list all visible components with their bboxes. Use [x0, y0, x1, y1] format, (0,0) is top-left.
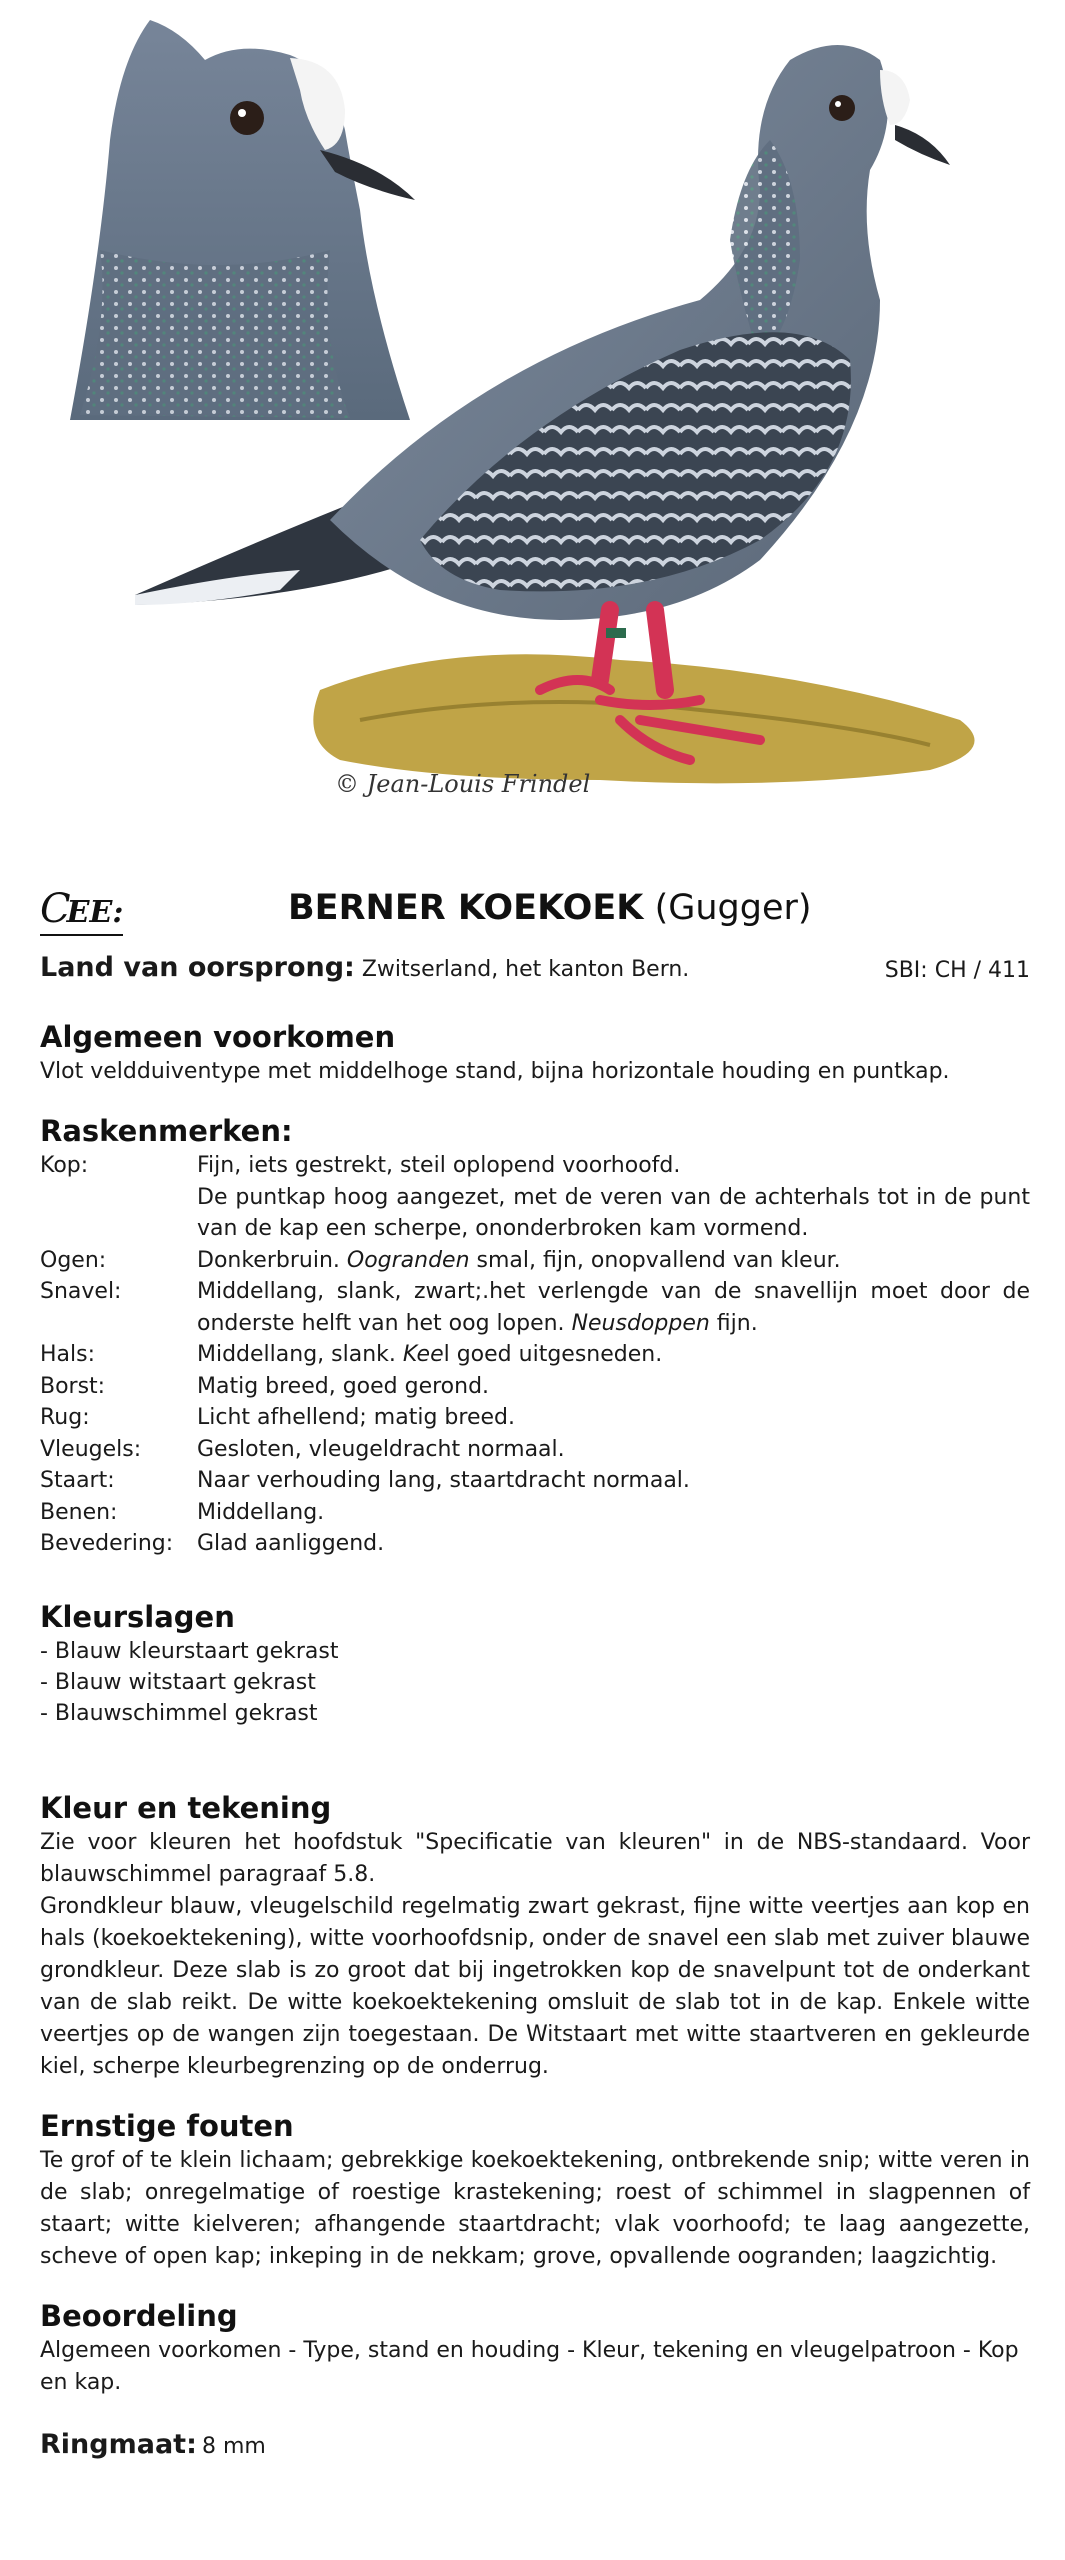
trait-value: Glad aanliggend.	[197, 1531, 385, 1556]
title-row	[40, 880, 1030, 940]
page-title	[288, 888, 812, 928]
trait-value	[197, 1339, 1030, 1371]
list-item: - Blauw kleurstaart gekrast	[40, 1638, 339, 1664]
trait-key: Staart:	[40, 1468, 115, 1493]
trait-row-hals	[40, 1339, 1030, 1371]
sbi-code: SBI: CH / 411	[884, 958, 1030, 983]
general-heading: Algemeen voorkomen	[40, 1020, 396, 1054]
judging-text: Algemeen voorkomen - Type, stand en houding - Kleur, tekening en vleugelpatroon - Kop en kap.	[40, 2337, 1019, 2395]
trait-key: Rug:	[40, 1405, 90, 1430]
origin-label: Land van oorsprong:	[40, 952, 355, 983]
faults-heading: Ernstige fouten	[40, 2108, 294, 2143]
marking-text-2: Grondkleur blauw, vleugelschild regelmatig zwart gekrast, fijne witte veertjes aan kop en hals (koekoektekening), witte voorhoofdsnip, onder de snavel een slab met zuiver blauwe grondkleur. Deze slab is zo groot dat bij ingetrokken kop de snavelpunt tot de onderkant van de slab reikt. De witte koekoektekening omsluit de slab tot in de kap. Enkele witte veertjes op de wangen zijn toegestaan. De Witstaart met witte staartveren en gekleurde kiel, scherpe kleurbegrenzing op de onderrug.	[40, 1893, 1030, 2079]
marking-heading: Kleur en tekening	[40, 1790, 332, 1825]
trait-key: Kop:	[40, 1153, 89, 1178]
breed-standard	[40, 880, 1030, 2460]
list-item: - Blauw witstaart gekrast	[40, 1669, 316, 1695]
trait-value: Middellang.	[197, 1499, 325, 1525]
head-study	[70, 20, 415, 420]
ring-label: Ringmaat:	[40, 2428, 197, 2460]
trait-term: Kee	[402, 1342, 444, 1367]
list-item: - Blauwschimmel gekrast	[40, 1700, 318, 1726]
artist-signature: © Jean-Louis Frindel	[335, 770, 591, 798]
trait-term: Neusdoppen	[571, 1310, 710, 1336]
trait-row-rug	[40, 1402, 1030, 1434]
ee-logo-text: EE:	[66, 895, 124, 930]
trait-text: Donkerbruin.	[197, 1247, 347, 1273]
faults-text: Te grof of te klein lichaam; gebrekkige koekoektekening, ontbrekende snip; witte veren in de slab; onregelmatige of roestige krastekening; roest of schimmel in slagpennen of staart; witte kielveren; afhangende staartdracht; vlak voorhoofd; te laag aangezette, scheve of open kap; inkeping in de nekkam; grove, opvallende oogranden; laagzichtig.	[40, 2147, 1030, 2269]
trait-value: Licht afhellend; matig breed.	[197, 1405, 515, 1430]
trait-value	[197, 1245, 1030, 1277]
trait-key: Borst:	[40, 1373, 106, 1399]
trait-row-vleugels	[40, 1434, 1030, 1466]
trait-text: smal, fijn, onopvallend van kleur.	[469, 1247, 841, 1273]
trait-row-kop	[40, 1150, 1030, 1245]
trait-row-benen	[40, 1497, 1030, 1529]
trait-key: Snavel:	[40, 1279, 122, 1304]
origin-value: Zwitserland, het kanton Bern.	[361, 957, 690, 982]
trait-value: Matig breed, goed gerond.	[197, 1373, 490, 1399]
trait-key: Benen:	[40, 1499, 118, 1525]
trait-text: Middellang, slank.	[197, 1342, 403, 1367]
trait-value	[197, 1276, 1030, 1339]
ring-value: 8 mm	[201, 2433, 266, 2459]
trait-key: Vleugels:	[40, 1436, 142, 1462]
ring-size	[40, 2429, 1030, 2460]
trait-row-bevedering	[40, 1528, 1030, 1560]
title-alias: (Gugger)	[654, 888, 812, 928]
trait-kop-line2: De puntkap hoog aangezet, met de veren van de achterhals tot in de punt van de kap een scherpe, ononderbroken kam vormend.	[197, 1184, 1030, 1241]
trait-key: Ogen:	[40, 1247, 107, 1273]
trait-kop-line1: Fijn, iets gestrekt, steil oplopend voorhoofd.	[197, 1153, 681, 1178]
traits-table	[40, 1150, 1030, 1560]
trait-value: Gesloten, vleugeldracht normaal.	[197, 1436, 565, 1462]
trait-value	[197, 1150, 1030, 1245]
colors-heading: Kleurslagen	[40, 1599, 235, 1634]
trait-value: Naar verhouding lang, staartdracht normaal.	[197, 1468, 690, 1493]
marking-text-1: Zie voor kleuren het hoofdstuk "Specificatie van kleuren" in de NBS-standaard. Voor blauwschimmel paragraaf 5.8.	[40, 1829, 1030, 1887]
judging-heading: Beoordeling	[40, 2298, 238, 2333]
title-breed: BERNER KOEKOEK	[288, 888, 644, 928]
trait-text: l goed uitgesneden.	[443, 1342, 663, 1367]
traits-heading: Raskenmerken:	[40, 1114, 293, 1148]
general-text: Vlot veldduiventype met middelhoge stand, bijna horizontale houding en puntkap.	[40, 1059, 950, 1084]
trait-key: Bevedering:	[40, 1531, 174, 1556]
trait-text: fijn.	[709, 1310, 758, 1336]
origin-row	[40, 952, 1030, 994]
trait-text: Middellang, slank, zwart;.het verlengde van de snavellijn moet door de onderste helft van het oog lopen.	[197, 1279, 1030, 1336]
trait-row-borst	[40, 1371, 1030, 1403]
trait-row-staart	[40, 1465, 1030, 1497]
trait-key: Hals:	[40, 1342, 96, 1367]
ee-logo	[40, 886, 123, 936]
color-list	[40, 1636, 1030, 1729]
trait-row-snavel	[40, 1276, 1030, 1339]
ee-logo-c-icon: C	[40, 886, 71, 932]
pigeon-illustration	[0, 0, 1065, 850]
trait-row-ogen	[40, 1245, 1030, 1277]
trait-term: Oogranden	[346, 1247, 470, 1273]
